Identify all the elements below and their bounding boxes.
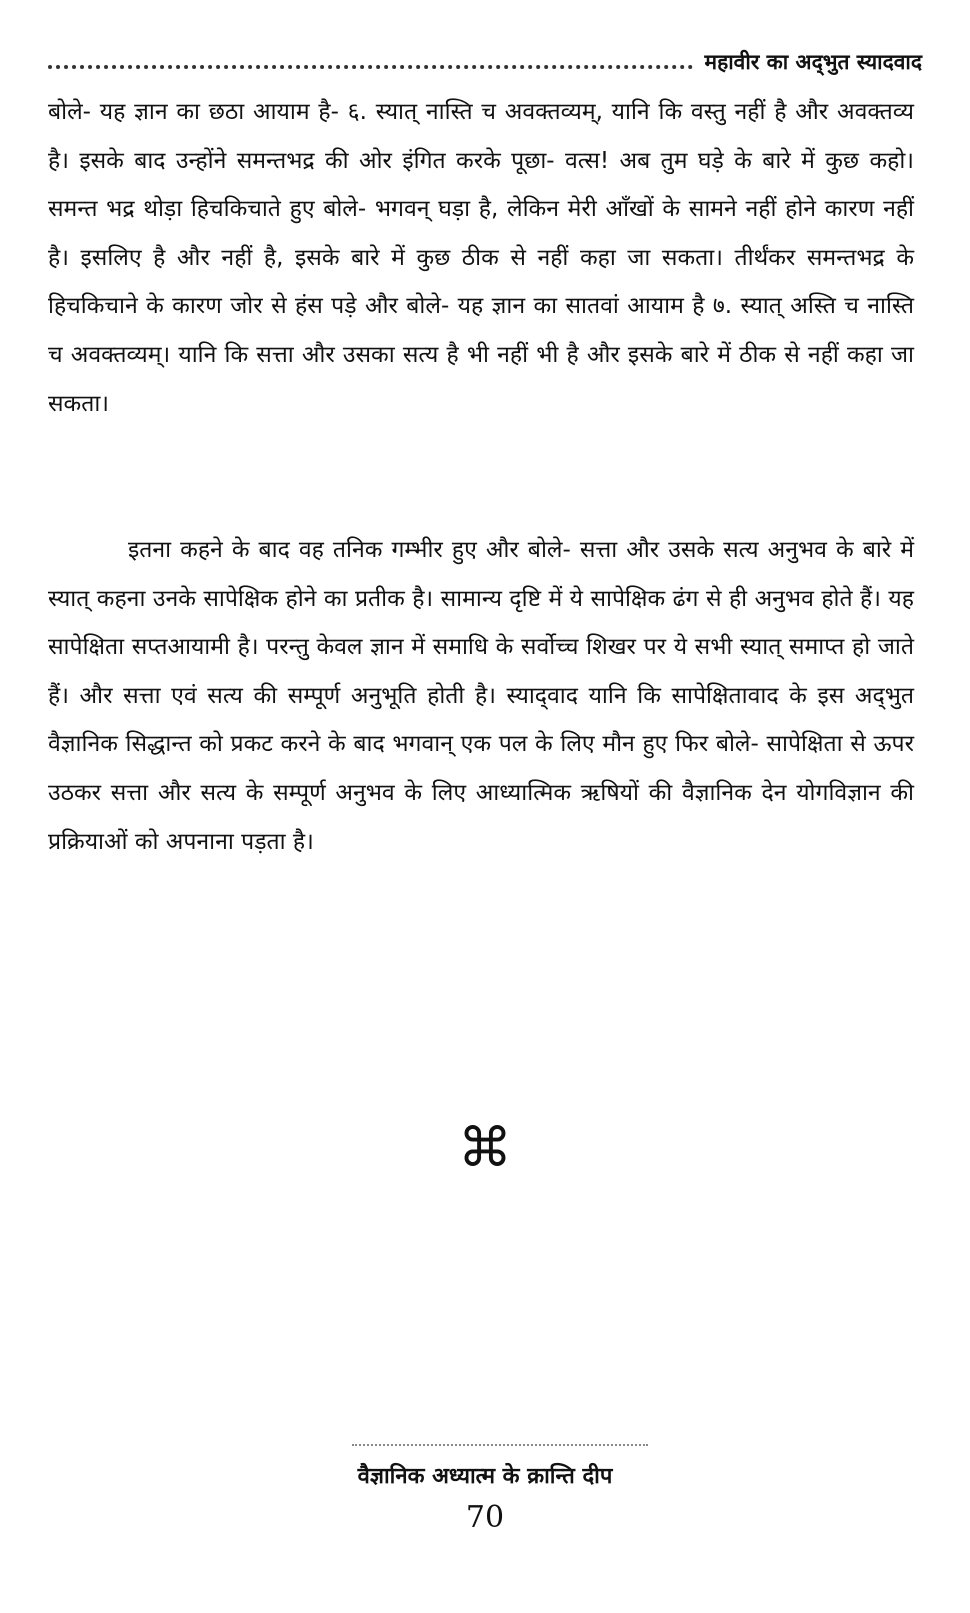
footer-dotted-divider bbox=[352, 1444, 648, 1446]
paragraph-1: बोले- यह ज्ञान का छठा आयाम है- ६. स्यात्‌ नास्ति च अवक्तव्यम्‌, यानि कि वस्तु नहीं है और अवक्तव्य है। इसके बाद उन्होंने समन्तभद्र की ओर इंगित करके पूछा- वत्स! अब तुम घड़े के बारे में कुछ कहो। समन्त भद्र थोड़ा हिचकिचाते हुए बोले- भगवन्‌ घड़ा है, लेकिन मेरी आँखों के सामने नहीं होने कारण नहीं है। इसलिए है और नहीं है, इसके बारे में कुछ ठीक से नहीं कहा जा सकता। तीर्थंकर समन्तभद्र के हिचकिचाने के कारण जोर से हंस पड़े और बोले- यह ज्ञान का सातवां आयाम है ७. स्यात्‌ अस्ति च नास्ति च अवक्तव्यम्‌। यानि कि सत्ता और उसका सत्य है भी नहीं भी है और इसके बारे में ठीक से नहीं कहा जा सकता। bbox=[48, 99, 914, 417]
header-dotted-leader bbox=[48, 65, 693, 69]
footer-book-title: वैज्ञानिक अध्यात्म के क्रान्ति दीप bbox=[357, 1464, 613, 1489]
page-number: 70 bbox=[465, 1500, 505, 1535]
running-header bbox=[48, 40, 922, 84]
section-end-ornament-icon: ⌘ bbox=[458, 1116, 512, 1179]
paragraph-2: इतना कहने के बाद वह तनिक गम्भीर हुए और बोले- सत्ता और उसके सत्य अनुभव के बारे में स्यात्‌ कहना उनके सापेक्षिक होने का प्रतीक है। सामान्य दृष्टि में ये सापेक्षिक ढंग से ही अनुभव होते हैं। यह सापेक्षिता सप्तआयामी है। परन्तु केवल ज्ञान में समाधि के सर्वोच्च शिखर पर ये सभी स्यात्‌ समाप्त हो जाते हैं। और सत्ता एवं सत्य की सम्पूर्ण अनुभूति होती है। स्याद्‌वाद यानि कि सापेक्षितावाद के इस अद्‌भुत वैज्ञानिक सिद्धान्त को प्रकट करने के बाद भगवान्‌ एक पल के लिए मौन हुए फिर बोले- सापेक्षिता से ऊपर उठकर सत्ता और सत्य के सम्पूर्ण अनुभव के लिए आध्यात्मिक ऋषियों की वैज्ञानिक देन योगविज्ञान की प्रक्रियाओं को अपनाना पड़ता है। bbox=[48, 537, 914, 855]
header-title: महावीर का अद्‌भुत स्यादवाद bbox=[704, 50, 922, 74]
